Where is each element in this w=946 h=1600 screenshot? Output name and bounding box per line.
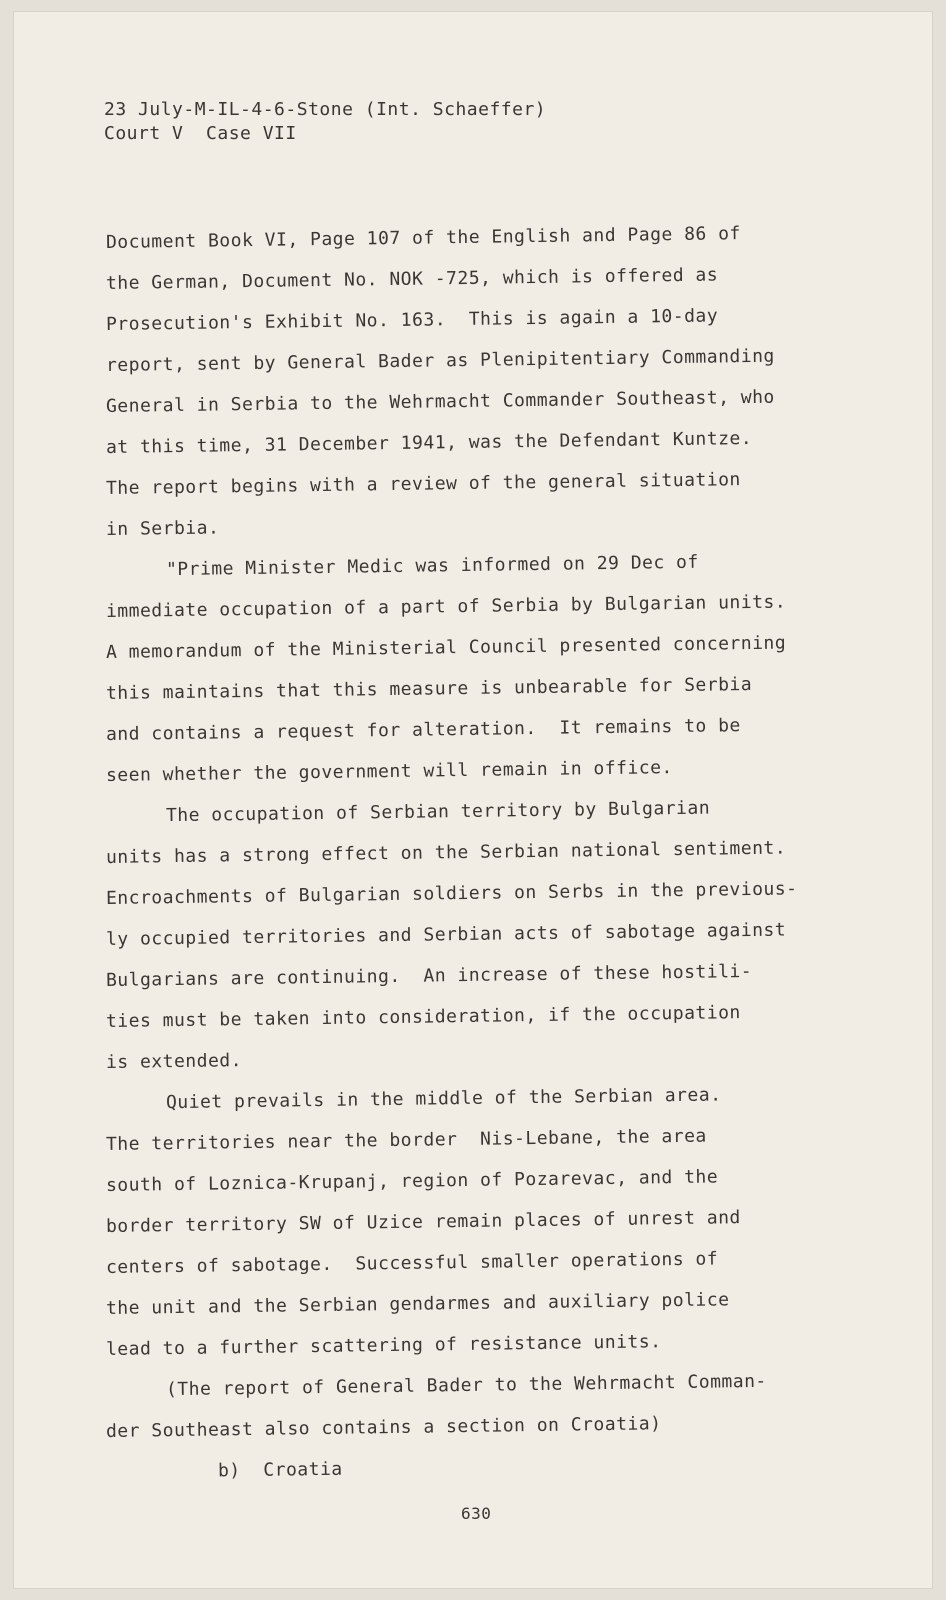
section-heading: b) Croatia bbox=[217, 1458, 343, 1482]
text-line: seen whether the government will remain in office. bbox=[105, 757, 673, 786]
document-page bbox=[14, 12, 932, 1588]
text-line: the unit and the Serbian gendarmes and auxiliary police bbox=[105, 1289, 730, 1319]
document-body bbox=[106, 222, 866, 1493]
text-line: is extended. bbox=[105, 1050, 243, 1073]
text-line: in Serbia. bbox=[105, 517, 220, 540]
header-line-2: Court V Case VII bbox=[104, 123, 297, 144]
text-line: Document Book VI, Page 107 of the English and Page 86 of bbox=[105, 223, 741, 253]
text-line: report, sent by General Bader as Plenipitentiary Commanding bbox=[105, 345, 775, 376]
text-line: Encroachments of Bulgarian soldiers on Serbs in the previous- bbox=[105, 878, 798, 909]
text-line: der Southeast also contains a section on Croatia) bbox=[105, 1413, 662, 1442]
text-line: lead to a further scattering of resistance units. bbox=[105, 1331, 662, 1360]
text-line: and contains a request for alteration. It remains to be bbox=[105, 715, 741, 745]
text-line: centers of sabotage. Successful smaller operations of bbox=[105, 1248, 719, 1278]
text-line: this maintains that this measure is unbearable for Serbia bbox=[105, 673, 753, 704]
text-line: border territory SW of Uzice remain places of unrest and bbox=[105, 1207, 741, 1237]
text-line: ties must be taken into consideration, if the occupation bbox=[105, 1002, 741, 1032]
text-line: General in Serbia to the Wehrmacht Commander Southeast, who bbox=[105, 386, 775, 417]
text-line: The occupation of Serbian territory by Bulgarian bbox=[165, 797, 711, 827]
text-line: ly occupied territories and Serbian acts of sabotage against bbox=[105, 919, 787, 950]
text-line: The territories near the border Nis-Lebane, the area bbox=[105, 1125, 707, 1155]
text-line: "Prime Minister Medic was informed on 29 Dec of bbox=[165, 551, 699, 581]
document-header bbox=[104, 98, 546, 146]
text-line: the German, Document No. NOK -725, which is offered as bbox=[105, 264, 719, 294]
text-line: Quiet prevails in the middle of the Serbian area. bbox=[165, 1084, 722, 1114]
text-line: Bulgarians are continuing. An increase of these hostili- bbox=[105, 960, 753, 991]
text-line: units has a strong effect on the Serbian national sentiment. bbox=[105, 837, 787, 868]
text-line: The report begins with a review of the general situation bbox=[105, 469, 741, 499]
text-line: A memorandum of the Ministerial Council presented concerning bbox=[105, 632, 787, 663]
text-line: immediate occupation of a part of Serbia by Bulgarian units. bbox=[105, 591, 787, 622]
text-line: at this time, 31 December 1941, was the Defendant Kuntze. bbox=[105, 427, 753, 458]
text-line: south of Loznica-Krupanj, region of Pozarevac, and the bbox=[105, 1166, 719, 1196]
header-line-1: 23 July-M-IL-4-6-Stone (Int. Schaeffer) bbox=[104, 99, 547, 120]
page-number: 630 bbox=[461, 1504, 492, 1523]
text-line: Prosecution's Exhibit No. 163. This is again a 10-day bbox=[105, 305, 719, 335]
text-line: (The report of General Bader to the Wehrmacht Comman- bbox=[165, 1370, 767, 1401]
